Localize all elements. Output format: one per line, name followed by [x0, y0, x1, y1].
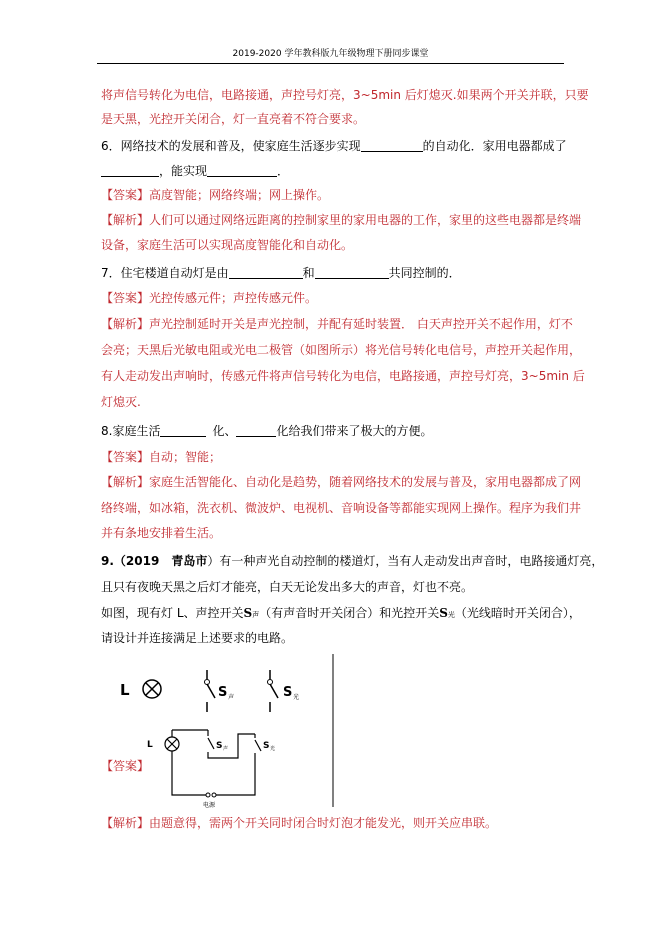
- question-text: 化给我们带来了极大的方便。: [276, 424, 433, 438]
- question-text: 6．网络技术的发展和普及，使家庭生活逐步实现: [101, 139, 361, 153]
- sound-switch-icon: [205, 670, 235, 712]
- circuit-figure: [100, 652, 350, 812]
- answer-blank: [229, 266, 303, 279]
- answer-blank: [236, 424, 276, 437]
- switch-subscript: 声: [223, 746, 229, 752]
- lamp-label: L: [147, 740, 153, 750]
- explanation-7-line: 【解析】声光控制延时开关是声光控制，并配有延时装置． 白天声控开关不起作用，灯不: [101, 317, 573, 331]
- question-text: （有声音时开关闭合）和光控开关: [259, 606, 440, 620]
- question-9-line-3: [101, 605, 581, 623]
- question-text: （光线暗时开关闭合），: [454, 606, 581, 620]
- explanation-6-line: 设备，家庭生活可以实现高度智能化和自动化。: [101, 238, 354, 252]
- explanation-7-line: 灯熄灭.: [101, 395, 141, 409]
- question-text: 的自动化．家用电器都成了: [422, 139, 567, 153]
- explanation-6-line: 【解析】人们可以通过网络远距离的控制家里的家用电器的工作，家里的这些电器都是终端: [101, 213, 582, 227]
- switch-subscript: 光: [293, 694, 300, 701]
- lamp-label: L: [120, 681, 130, 699]
- source-city: 青岛市: [171, 554, 208, 568]
- question-9-line-4: 请设计并连接满足上述要求的电路。: [101, 631, 294, 645]
- explanation-line: 将声信号转化为电信，电路接通，声控号灯亮，3~5min 后灯熄灭.如果两个开关并联，只要: [101, 88, 589, 102]
- question-text: 共同控制的．: [388, 266, 461, 280]
- switch-subscript: 声: [228, 694, 235, 701]
- question-8: [101, 423, 432, 439]
- question-9-line-2: 且只有夜晚天黑之后灯才能亮，白天无论发出多大的声音，灯也不亮。: [101, 580, 474, 594]
- lamp-icon: [143, 680, 161, 698]
- question-7: [101, 265, 461, 281]
- header-rule: [97, 63, 564, 64]
- answer-7: 【答案】光控传感元件；声控传感元件。: [101, 291, 318, 305]
- question-text: 8.家庭生活: [101, 424, 161, 438]
- question-9-line-1: [101, 553, 603, 569]
- question-text: 化、: [212, 424, 237, 438]
- answer-6: 【答案】高度智能；网络终端；网上操作。: [101, 188, 330, 202]
- question-number: 9.（2019: [101, 554, 172, 568]
- answer-blank: [101, 164, 159, 177]
- light-switch-icon: [255, 740, 261, 751]
- switch-letter: S: [283, 685, 293, 700]
- question-6-line-1: [101, 138, 567, 154]
- question-text: 7．住宅楼道自动灯是由: [101, 266, 229, 280]
- question-6-line-2: [101, 163, 289, 179]
- explanation-9: 【解析】由题意得，需两个开关同时闭合时灯泡才能发光，则开关应串联。: [101, 816, 498, 830]
- explanation-8-line: 【解析】家庭生活智能化、自动化是趋势，随着网络技术的发展与普及，家用电器都成了网: [101, 475, 582, 489]
- switch-letter: S: [216, 741, 223, 751]
- explanation-7-line: 有人走动发出声响时，传感元件将声信号转化为电信，电路接通，声控号灯亮，3~5min 后: [101, 369, 585, 383]
- switch-subscript: 光: [270, 746, 276, 752]
- answer-blank: [160, 424, 206, 437]
- sound-switch-icon: [208, 738, 214, 749]
- switch-letter: S: [263, 741, 270, 751]
- answer-blank: [315, 266, 389, 279]
- light-switch-symbol: S光: [439, 606, 455, 620]
- explanation-8-line: 络终端，如冰箱，洗衣机、微波炉、电视机、音响设备等都能实现网上操作。程序为我们井: [101, 501, 582, 515]
- answer-circuit: [147, 730, 275, 809]
- switch-letter: S: [218, 685, 228, 700]
- question-text: 如图，现有灯 L、声控开关: [101, 606, 244, 620]
- question-text: ．: [277, 164, 290, 178]
- answer-blank: [361, 139, 423, 152]
- question-text: ，能实现: [159, 164, 208, 178]
- sound-switch-symbol: S声: [243, 606, 260, 620]
- question-text: 和: [302, 266, 315, 280]
- light-switch-icon: [268, 670, 300, 712]
- page-header: 2019-2020 学年教科版九年级物理下册同步课堂: [232, 49, 429, 59]
- explanation-line: 是天黑，光控开关闭合，灯一直亮着不符合要求。: [101, 112, 366, 126]
- question-text: ）有一种声光自动控制的楼道灯，当有人走动发出声音时，电路接通灯亮，: [207, 554, 604, 568]
- answer-blank: [207, 164, 277, 177]
- power-terminal: [206, 793, 210, 797]
- explanation-7-line: 会亮；天黑后光敏电阻或光电二极管（如图所示）将光信号转化电信号，声控开关起作用，: [101, 343, 582, 357]
- answer-9: 【答案】: [101, 759, 150, 773]
- power-terminal: [212, 793, 216, 797]
- answer-8: 【答案】自动；智能；: [101, 450, 222, 464]
- power-source-label: 电源: [203, 802, 216, 809]
- explanation-8-line: 并有条地安排着生活。: [101, 526, 222, 540]
